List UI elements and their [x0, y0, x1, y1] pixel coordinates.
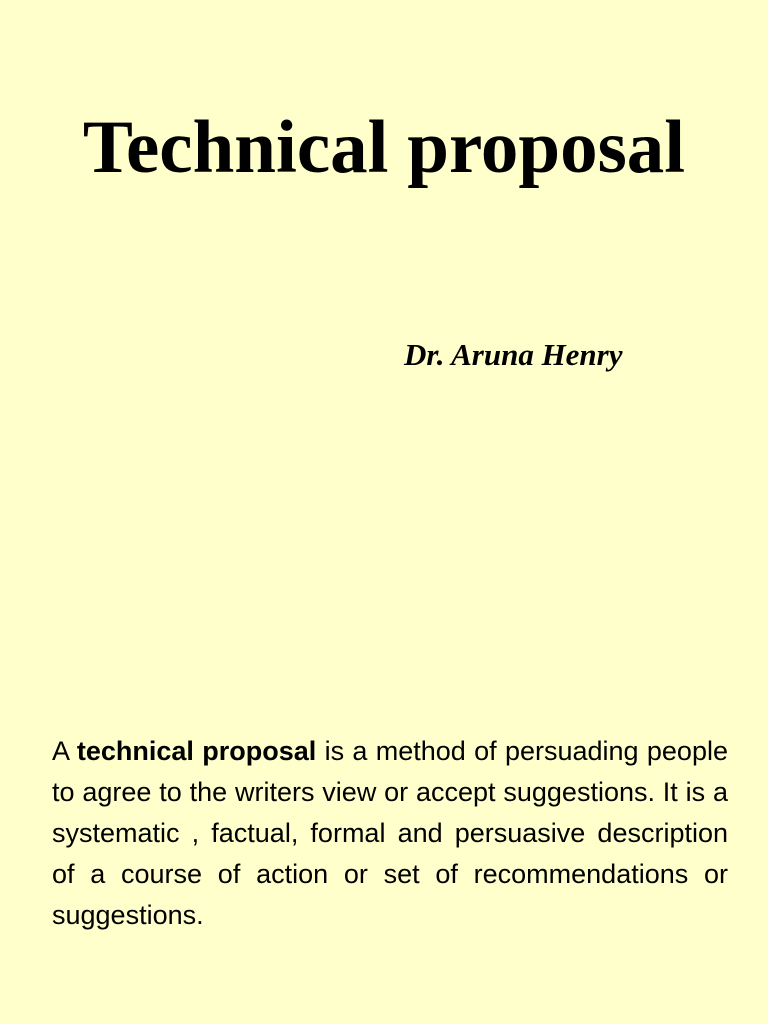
definition-paragraph	[52, 731, 728, 936]
slide-title: Technical proposal	[82, 106, 686, 189]
definition-text: is a method of persuading people to agree to the writers view or accept suggestions. It is a systematic , factual, formal and persuasive description of a course of action or set of recommendations or suggestions.	[52, 736, 728, 930]
definition-term: technical proposal	[76, 736, 317, 766]
definition-lead: A	[52, 736, 69, 766]
author-name: Dr. Aruna Henry	[404, 337, 623, 372]
